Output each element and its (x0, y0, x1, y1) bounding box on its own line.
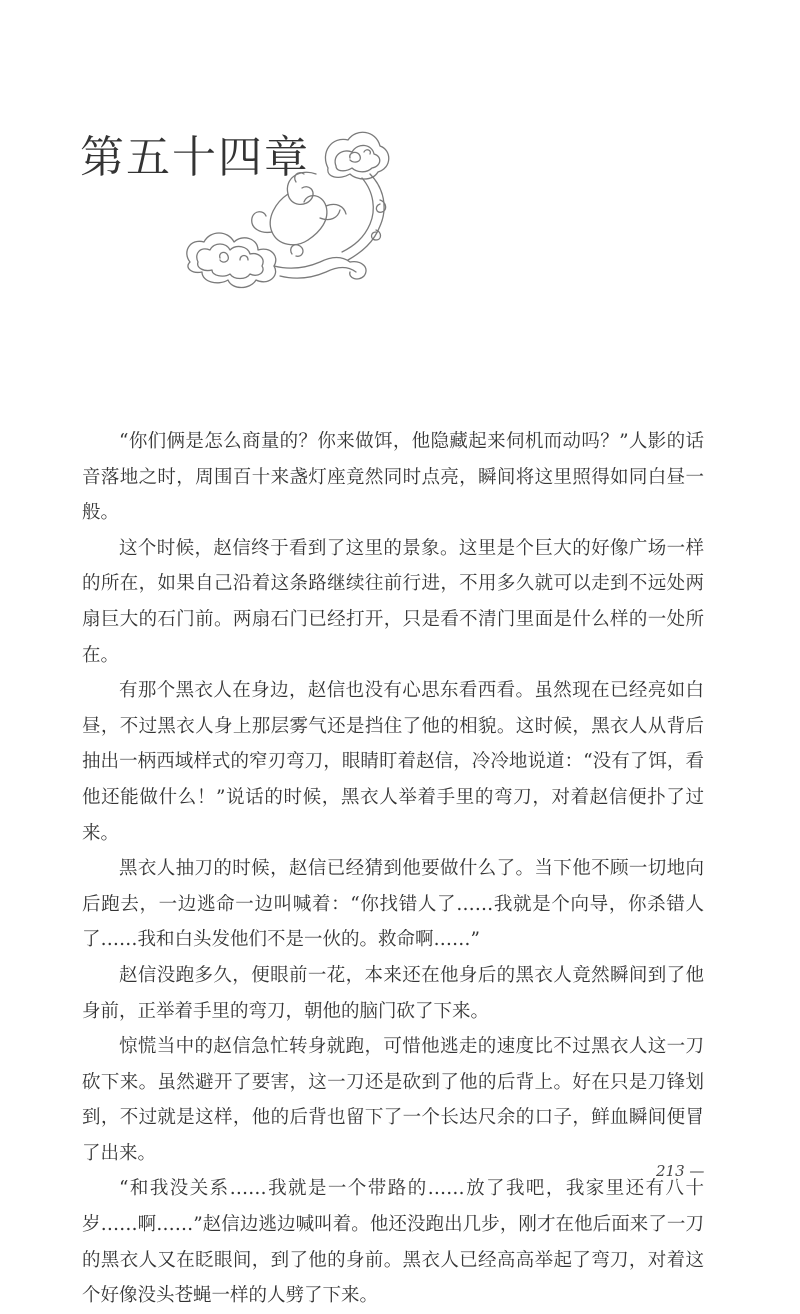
paragraph: 有那个黑衣人在身边，赵信也没有心思东看西看。虽然现在已经亮如白昼，不过黑衣人身上那层雾气还是挡住了他的相貌。这时候，黑衣人从背后抽出一柄西域样式的窄刃弯刀，眼睛盯着赵信，冷冷地说道：“没有了饵，看他还能做什么！”说话的时候，黑衣人举着手里的弯刀，对着赵信便扑了过来。 (82, 680, 704, 844)
paragraph: 惊慌当中的赵信急忙转身就跑，可惜他逃走的速度比不过黑衣人这一刀砍下来。虽然避开了要害，这一刀还是砍到了他的后背上。好在只是刀锋划到，不过就是这样，他的后背也留下了一个长达尺余的口子，鲜血瞬间便冒了出来。 (82, 1036, 704, 1164)
page-number: 213 — (656, 1162, 705, 1180)
paragraph: “你们俩是怎么商量的？你来做饵，他隐藏起来伺机而动吗？”人影的话音落地之时，周围百十来盏灯座竟然同时点亮，瞬间将这里照得如同白昼一般。 (82, 431, 704, 524)
chapter-title: 第五十四章 (80, 132, 310, 183)
paragraph: “和我没关系……我就是一个带路的……放了我吧，我家里还有八十岁……啊……”赵信边逃边喊叫着。他还没跑出几步，刚才在他后面来了一刀的黑衣人又在眨眼间，到了他的身前。黑衣人已经高高举起了弯刀，对着这个好像没头苍蝇一样的人劈了下来。 (82, 1178, 704, 1307)
paragraph: 黑衣人抽刀的时候，赵信已经猜到他要做什么了。当下他不顾一切地向后跑去，一边逃命一边叫喊着：“你找错人了……我就是个向导，你杀错人了……我和白头发他们不是一伙的。救命啊……” (82, 858, 704, 951)
chapter-body (82, 424, 704, 1314)
auspicious-cloud-ornament-icon (180, 122, 392, 292)
paragraph: 这个时候，赵信终于看到了这里的景象。这里是个巨大的好像广场一样的所在，如果自己沿着这条路继续往前行进，不用多久就可以走到不远处两扇巨大的石门前。两扇石门已经打开，只是看不清门里面是什么样的一处所在。 (82, 537, 704, 666)
paragraph: 赵信没跑多久，便眼前一花，本来还在他身后的黑衣人竟然瞬间到了他身前，正举着手里的弯刀，朝他的脑门砍了下来。 (82, 964, 704, 1022)
